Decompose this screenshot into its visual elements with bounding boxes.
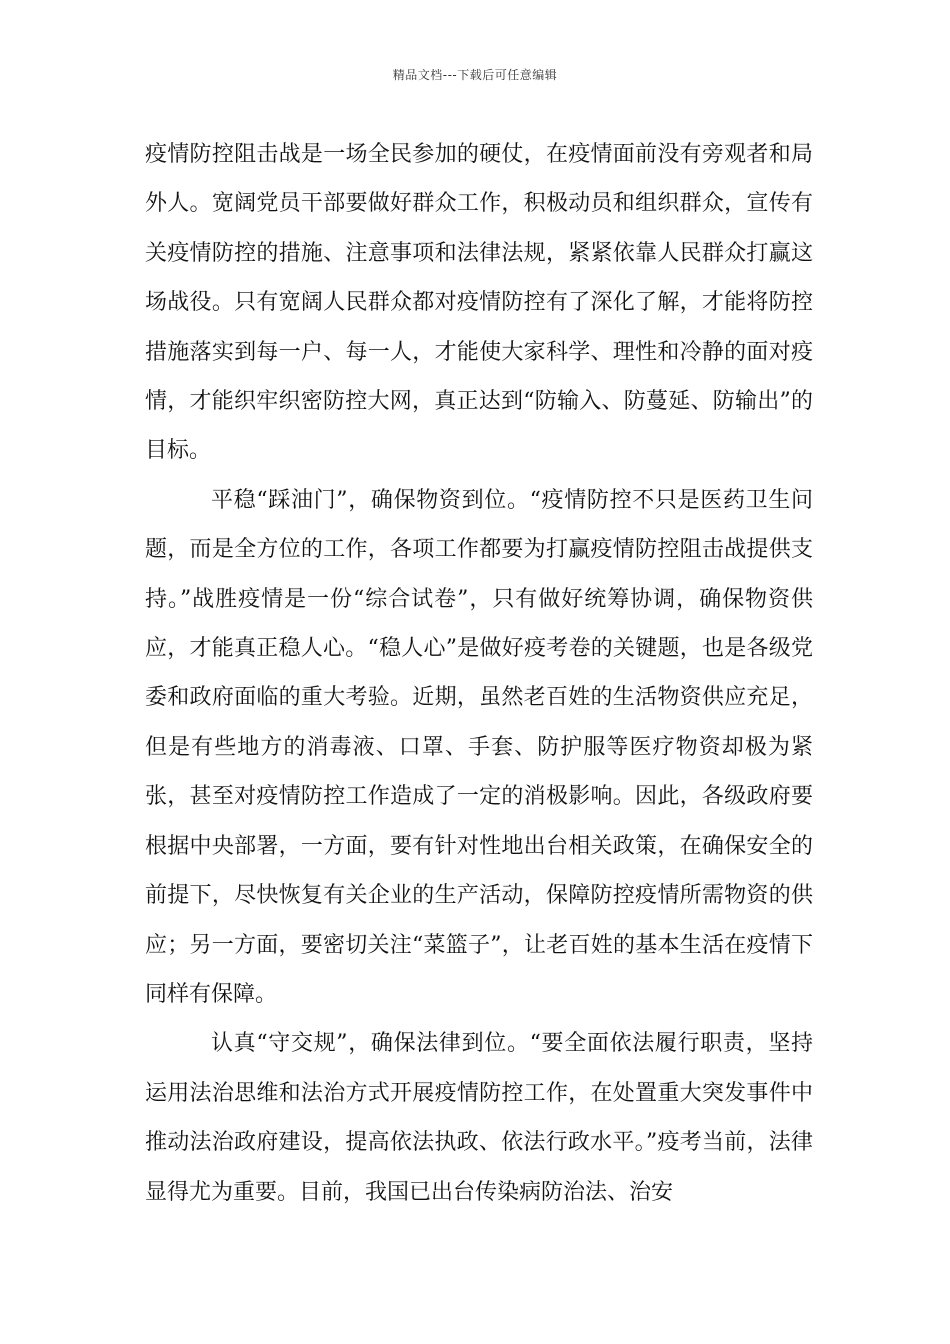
paragraph-3: 认真“守交规”，确保法律到位。“要全面依法履行职责，坚持运用法治思维和法治方式开展疫情防控工作，在处置重大突发事件中推动法治政府建设，提高依法执政、依法行政水平。”疫考当前，法律显得尤为重要。目前，我国已出台传染病防治法、治安 bbox=[145, 1031, 813, 1205]
paragraph-2: 平稳“踩油门”，确保物资到位。“疫情防控不只是医药卫生问题，而是全方位的工作，各项工作都要为打赢疫情防控阻击战提供支持。”战胜疫情是一份“综合试卷”，只有做好统筹协调，确保物资供应，才能真正稳人心。“稳人心”是做好疫考卷的关键题，也是各级党委和政府面临的重大考验。近期，虽然老百姓的生活物资供应充足，但是有些地方的消毒液、口罩、手套、防护服等医疗物资却极为紧张，甚至对疫情防控工作造成了一定的消极影响。因此，各级政府要根据中央部署，一方面，要有针对性地出台相关政策，在确保安全的前提下，尽快恢复有关企业的生产活动，保障防控疫情所需物资的供应；另一方面，要密切关注“菜篮子”，让老百姓的基本生活在疫情下同样有保障。 bbox=[145, 487, 813, 1007]
page-header: 精品文档---下载后可任意编辑 bbox=[392, 68, 558, 82]
paragraph-1: 疫情防控阻击战是一场全民参加的硬仗，在疫情面前没有旁观者和局外人。宽阔党员干部要做好群众工作，积极动员和组织群众，宣传有关疫情防控的措施、注意事项和法律法规，紧紧依靠人民群众打赢这场战役。只有宽阔人民群众都对疫情防控有了深化了解，才能将防控措施落实到每一户、每一人，才能使大家科学、理性和冷静的面对疫情，才能织牢织密防控大网，真正达到“防输入、防蔓延、防输出”的目标。 bbox=[145, 142, 813, 464]
document-body bbox=[145, 130, 813, 1217]
